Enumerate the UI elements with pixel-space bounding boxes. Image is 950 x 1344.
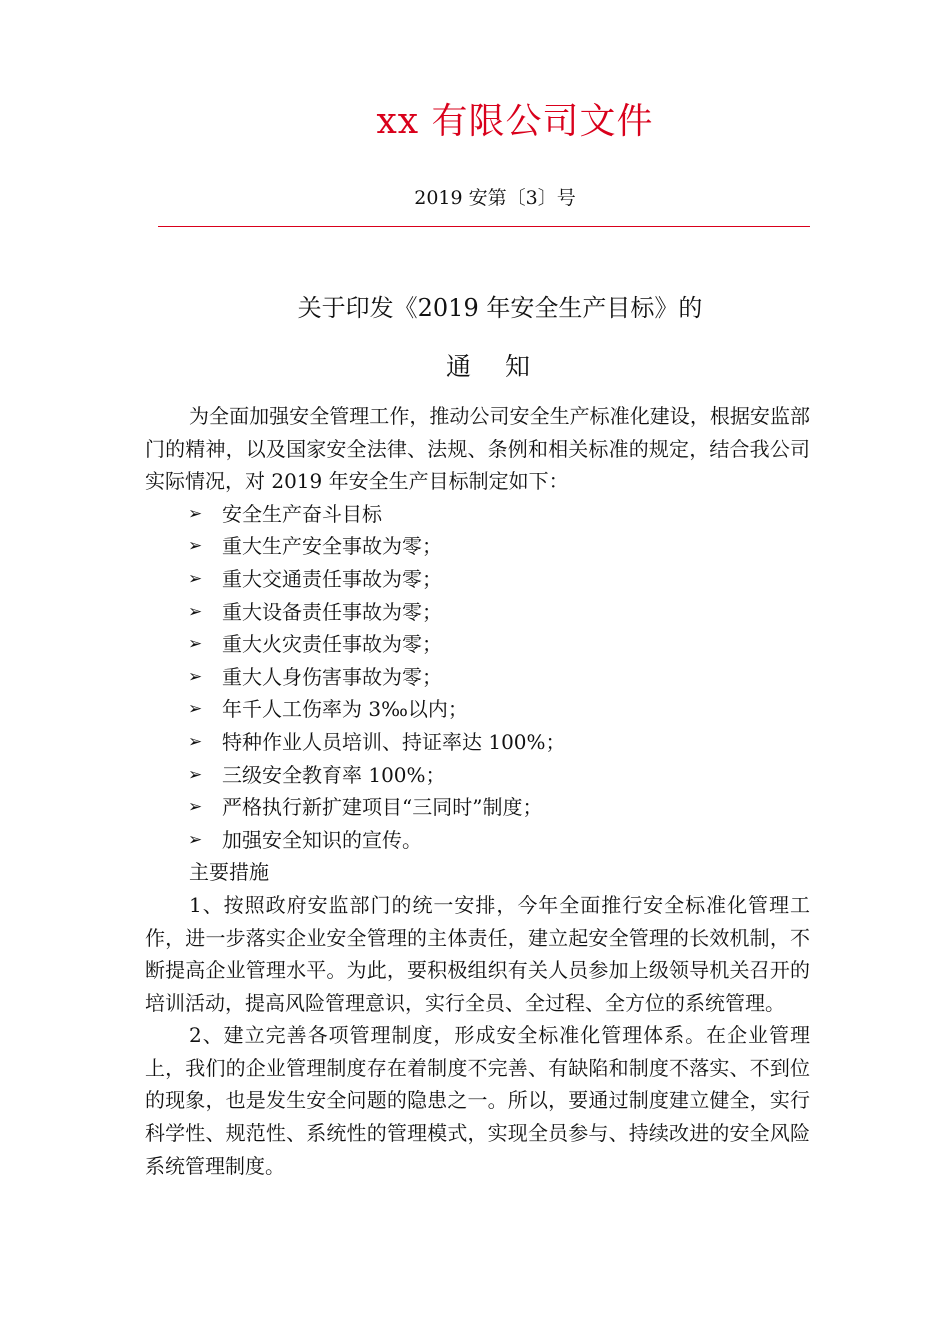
list-item-text: 重大设备责任事故为零； <box>222 599 442 624</box>
arrowhead-right-icon: ➢ <box>188 536 203 557</box>
arrowhead-right-icon: ➢ <box>188 503 203 524</box>
list-item <box>145 726 810 759</box>
list-item <box>145 759 810 792</box>
list-item-text: 重大交通责任事故为零； <box>222 566 442 591</box>
goal-list <box>145 498 810 857</box>
list-item-text: 重大人身伤害事故为零； <box>222 664 442 689</box>
company-header-title: xx 有限公司文件 <box>376 101 654 142</box>
arrowhead-right-icon: ➢ <box>188 601 203 622</box>
document-body <box>145 400 810 1182</box>
list-item-text: 特种作业人员培训、持证率达 100%； <box>222 729 566 754</box>
arrowhead-right-icon: ➢ <box>188 634 203 655</box>
list-item <box>145 693 810 726</box>
notice-title: 关于印发《2019 年安全生产目标》的 <box>297 294 703 322</box>
notice-subtitle: 通知 <box>445 352 564 381</box>
list-item <box>145 530 810 563</box>
list-item-text: 严格执行新扩建项目“三同时”制度； <box>222 795 543 820</box>
arrowhead-right-icon: ➢ <box>188 666 203 687</box>
list-item <box>145 596 810 629</box>
list-item <box>145 563 810 596</box>
arrowhead-right-icon: ➢ <box>188 797 203 818</box>
intro-paragraph: 为全面加强安全管理工作，推动公司安全生产标准化建设，根据安监部门的精神，以及国家安全法律、法规、条例和相关标准的规定，结合我公司实际情况，对 2019 年安全生产目标制定如下： <box>145 404 810 494</box>
list-item <box>145 628 810 661</box>
list-item-text: 重大生产安全事故为零； <box>222 534 442 559</box>
arrowhead-right-icon: ➢ <box>188 829 203 850</box>
list-item <box>145 824 810 857</box>
list-item-text: 加强安全知识的宣传。 <box>222 827 422 852</box>
list-item <box>145 791 810 824</box>
measure-paragraph-1: 1、按照政府安监部门的统一安排，今年全面推行安全标准化管理工作，进一步落实企业安全管理的主体责任，建立起安全管理的长效机制，不断提高企业管理水平。为此，要积极组织有关人员参加上级领导机关召开的培训活动，提高风险管理意识，实行全员、全过程、全方位的系统管理。 <box>145 892 810 1015</box>
arrowhead-right-icon: ➢ <box>188 764 203 785</box>
arrowhead-right-icon: ➢ <box>188 731 203 752</box>
list-item <box>145 661 810 694</box>
list-item-text: 年千人工伤率为 3‰以内； <box>222 697 468 722</box>
list-item-text: 重大火灾责任事故为零； <box>222 632 442 657</box>
header-red-divider <box>158 226 810 227</box>
document-number: 2019 安第〔3〕号 <box>414 187 576 209</box>
arrowhead-right-icon: ➢ <box>188 568 203 589</box>
list-item <box>145 498 810 531</box>
list-item-text: 安全生产奋斗目标 <box>222 501 382 526</box>
list-item-text: 三级安全教育率 100%； <box>222 762 446 787</box>
measure-paragraph-2: 2、建立完善各项管理制度，形成安全标准化管理体系。在企业管理上，我们的企业管理制度存在着制度不完善、有缺陷和制度不落实、不到位的现象，也是发生安全问题的隐患之一。所以，要通过制度建立健全，实行科学性、规范性、系统性的管理模式，实现全员参与、持续改进的安全风险系统管理制度。 <box>145 1023 810 1178</box>
arrowhead-right-icon: ➢ <box>188 699 203 720</box>
measures-heading: 主要措施 <box>189 860 269 885</box>
